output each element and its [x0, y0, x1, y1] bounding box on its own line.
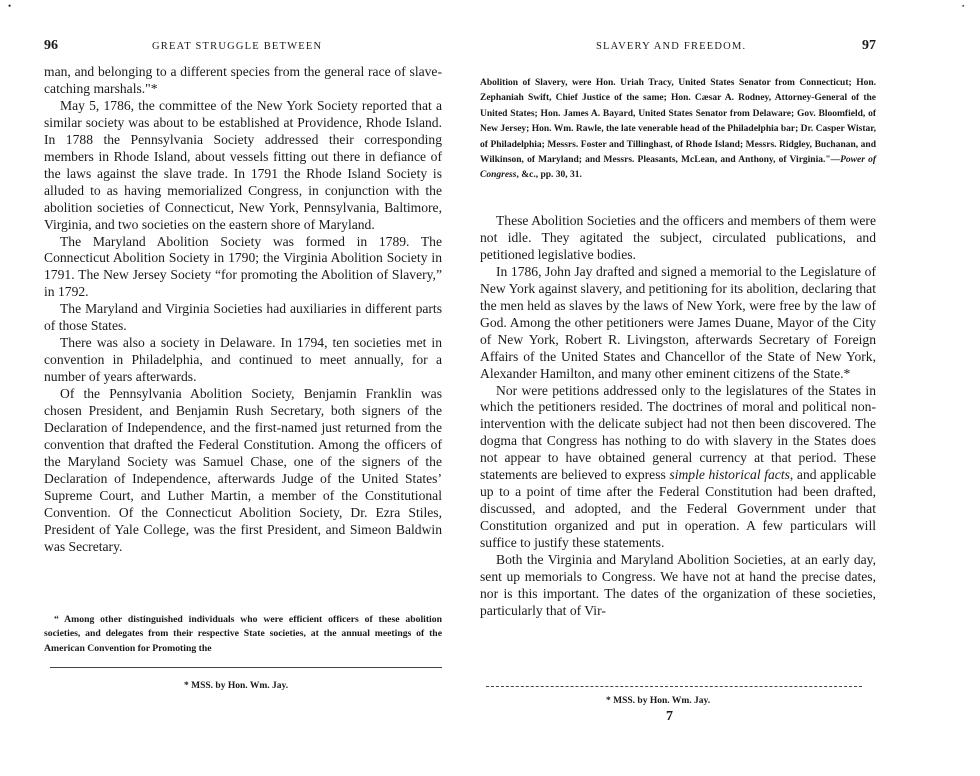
stray-corner-mark: ▪	[962, 2, 965, 10]
footnote: * MSS. by Hon. Wm. Jay.	[606, 696, 711, 706]
note-body: Abolition of Slavery, were Hon. Uriah Tracy, United States Senator from Connecticut; Hon. Zephaniah Swift, Chief Justice of the same; Hon. Cæsar A. Rodney, Attorney-General of the United States; Hon. James A. Bayard, United States Senator from Delaware; Gov. Bloomfield, of New Jersey; Hon. Wm. Rawle, the late venerable head of the Philadelphia bar; Dr. Casper Wistar, of Philadelphia; Messrs. Foster and Tillinghast, of Rhode Island; Messrs. Ridgley, Buchanan, and Wilkinson, of Maryland; and Messrs. Pleasants, McLean, and Anthony, of Virginia."—	[480, 78, 876, 166]
paragraph: The Maryland Abolition Society was formed in 1789. The Connecticut Abolition Society in 1790; the Virginia Abolition Society in 1791. The New Jersey Society “for promoting the Abolition of Slavery,” in 1792.	[44, 233, 442, 300]
note-citation: Power of Congress	[480, 155, 876, 181]
paragraph: May 5, 1786, the committee of the New York Society reported that a similar society was about to be established at Providence, Rhode Island. In 1788 the Pennsylvania Society addressed their corresponding members in Rhode Island, about vessels fitting out there in defiance of the laws against the slave trade. In 1791 the Rhode Island Society is alluded to as having memorialized Congress, in conjunction with the abolition societies of Connecticut, New York, Pennsylvania, Baltimore, Virginia, and two societies on the eastern shore of Maryland.	[44, 97, 442, 232]
running-head: SLAVERY AND FREEDOM.	[596, 41, 747, 52]
note-text	[480, 76, 876, 184]
quoted-note	[44, 613, 442, 656]
running-head: GREAT STRUGGLE BETWEEN	[152, 41, 323, 52]
footnote-divider	[50, 667, 442, 668]
paragraph-text: , and applicable up to a point of time after the Federal Constitution had been drafted, discussed, and adopted, and the Federal Government under that Constitution organized and put in operation. A few particulars will suffice to justify these statements.	[480, 467, 877, 551]
note-pages: , &c., pp. 30, 31.	[516, 170, 582, 181]
page-number: 97	[862, 38, 876, 53]
paragraph: There was also a society in Delaware. In 1794, ten societies met in convention in Philadelphia, and continued to meet annually, for a number of years afterwards.	[44, 335, 442, 385]
paragraph: In 1786, John Jay drafted and signed a memorial to the Legislature of New York against slavery, and petitioning for its abolition, declaring that the men held as slaves by the laws of New York, were free by the law of God. Among the other petitioners were James Duane, Mayor of the City of New York, Robert R. Livingston, afterwards Secretary of Foreign Affairs of the United States and Chancellor of the State of New York, Alexander Hamilton, and many other eminent citizens of the State.*	[480, 263, 876, 381]
paragraph: man, and belonging to a different species from the general race of slave-catching marshals."*	[44, 64, 442, 96]
left-page-header	[44, 38, 442, 60]
right-body-text	[480, 213, 876, 620]
note-text: “ Among other distinguished individuals who were efficient officers of these abolition societies, and delegates from their respective State societies, at the annual meetings of the American Convention for Promoting the	[44, 614, 442, 654]
paragraph-text: Nor were petitions addressed only to the legislatures of the States in which the petitioners resided. The doctrines of moral and political non-intervention with the delicate subject had not then been discovered. The dogma that Congress has nothing to do with slavery in the States does not appear to have obtained general currency at that period. These statements are believed to express	[480, 382, 876, 483]
signature-mark: 7	[666, 709, 673, 724]
quoted-note-continued	[480, 76, 876, 184]
paragraph: The Maryland and Virginia Societies had auxiliaries in different parts of those States.	[44, 301, 442, 334]
paragraph: These Abolition Societies and the officers and members of them were not idle. They agitated the subject, circulated publications, and petitioned legislative bodies.	[480, 213, 876, 262]
stray-bullet-mark: •	[8, 1, 12, 11]
left-body-text	[44, 64, 442, 556]
paragraph	[480, 383, 876, 553]
paragraph: Both the Virginia and Maryland Abolition Societies, at an early day, sent up memorials to Congress. We have not at hand the precise dates, nor is this important. The dates of the organization of these societies, particularly that of Vir-	[480, 552, 876, 618]
footnote-divider	[486, 686, 862, 687]
emphasized-phrase: simple historical facts	[669, 467, 790, 483]
paragraph: Of the Pennsylvania Abolition Society, Benjamin Franklin was chosen President, and Benjamin Rush Secretary, both signers of the Declaration of Independence, and the first-named just returned from the convention that drafted the Federal Constitution. Among the officers of the Maryland Society was Samuel Chase, one of the signers of the Declaration of Independence, afterwards Judge of the United States’ Supreme Court, and Luther Martin, a member of the Constitutional Convention. Of the Connecticut Abolition Society, Dr. Ezra Stiles, President of Yale College, was the first President, and Simeon Baldwin was Secretary.	[44, 386, 442, 554]
page-number: 96	[44, 38, 58, 53]
right-page-header	[480, 38, 876, 60]
footnote: * MSS. by Hon. Wm. Jay.	[184, 681, 289, 691]
